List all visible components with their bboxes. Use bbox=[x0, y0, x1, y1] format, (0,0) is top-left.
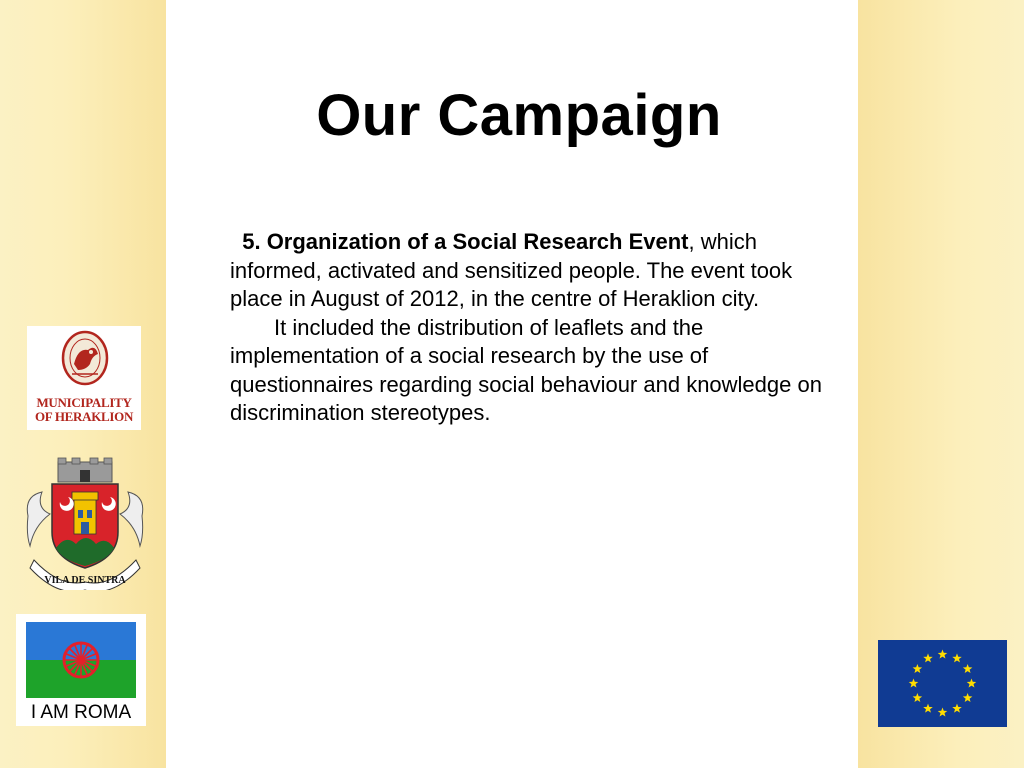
body-paragraph-1 bbox=[230, 229, 792, 311]
sintra-ribbon-text: VILA DE SINTRA bbox=[44, 575, 126, 586]
i-am-roma-logo bbox=[16, 614, 146, 726]
heraklion-crest-icon bbox=[60, 330, 110, 390]
eu-star-icon bbox=[967, 679, 977, 688]
eu-flag-icon bbox=[878, 640, 1007, 727]
eu-star-icon bbox=[913, 664, 923, 673]
eu-star-icon bbox=[938, 708, 948, 717]
vila-de-sintra-coat-of-arms-icon bbox=[20, 456, 150, 590]
municipality-name: MUNICIPALITY OF HERAKLION bbox=[34, 395, 134, 424]
event-heading: 5. Organization of a Social Research Event bbox=[242, 229, 689, 254]
eu-star-icon bbox=[938, 650, 948, 659]
event-description: , which informed, activated and sensitized people. The event took place in August of 2012, in the centre of Heraklion city. bbox=[230, 229, 793, 311]
eu-star-icon bbox=[963, 664, 973, 673]
eu-star-icon bbox=[952, 704, 962, 713]
vila-de-sintra-logo bbox=[20, 456, 150, 590]
eu-star-icon bbox=[913, 693, 923, 702]
roma-flag-icon bbox=[26, 622, 136, 698]
eu-star-icon bbox=[909, 679, 919, 688]
eu-star-icon bbox=[923, 653, 933, 662]
eu-star-icon bbox=[952, 653, 962, 662]
eu-star-icon bbox=[923, 704, 933, 713]
roma-caption: I AM ROMA bbox=[30, 702, 132, 723]
slide-title: Our Campaign bbox=[316, 83, 722, 148]
body-paragraph-2: It included the distribution of leaflets and the implementation of a social research by the use of questionnaires regarding social behaviour and knowledge on discrimination stereotypes. bbox=[230, 314, 822, 425]
eu-star-icon bbox=[963, 693, 973, 702]
eu-flag-logo bbox=[878, 640, 1007, 727]
municipality-heraklion-logo bbox=[27, 326, 141, 430]
slide-body bbox=[230, 228, 850, 428]
